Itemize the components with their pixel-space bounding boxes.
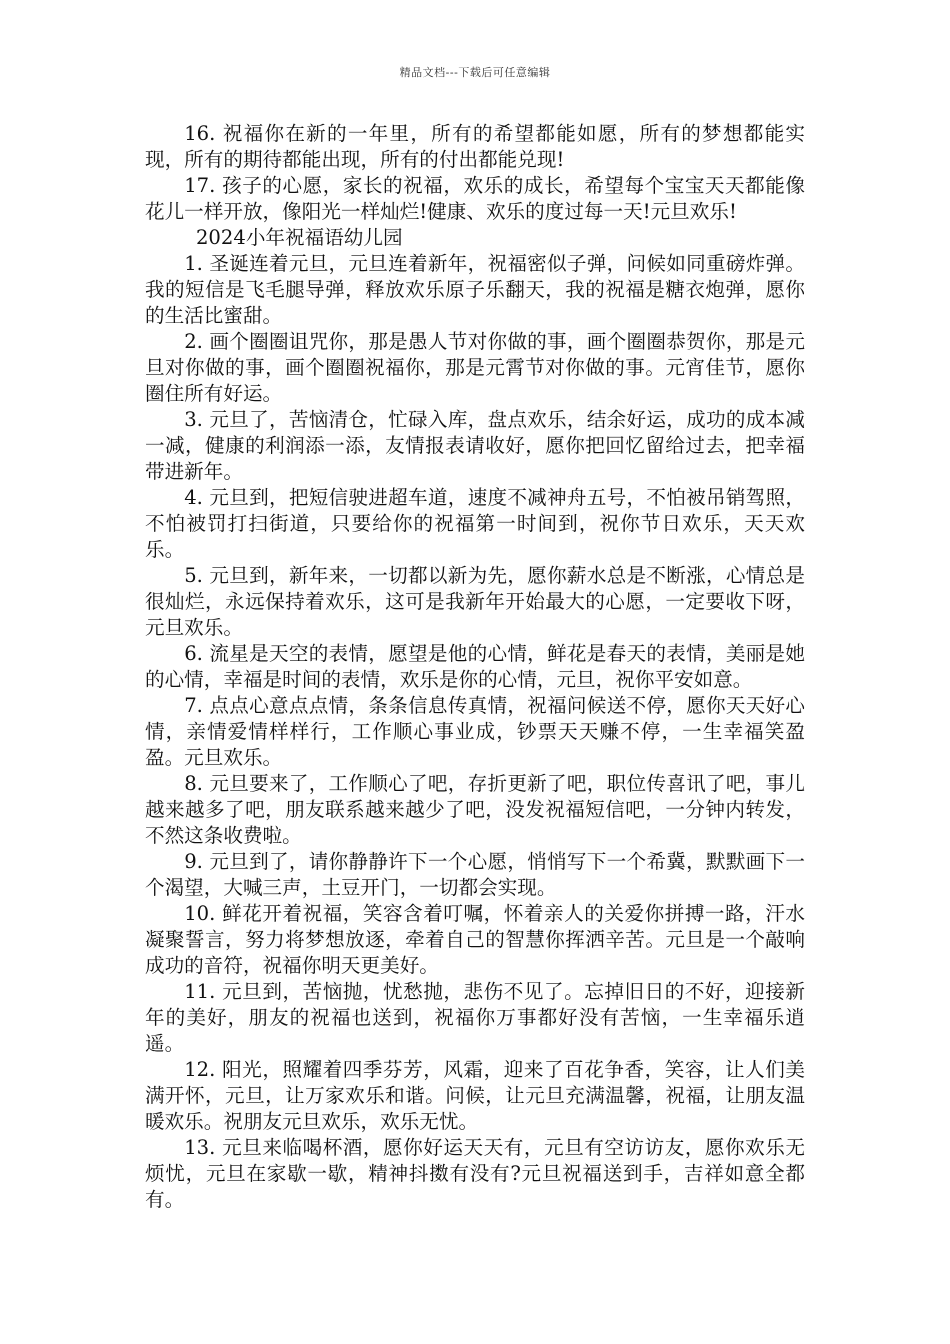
paragraph-8: 8. 元旦要来了，工作顺心了吧，存折更新了吧，职位传喜讯了吧，事儿越来越多了吧，朋友联系越来越少了吧，没发祝福短信吧，一分钟内转发，不然这条收费啦。: [145, 772, 805, 847]
paragraph-5: 5. 元旦到，新年来，一切都以新为先，愿你薪水总是不断涨，心情总是很灿烂，永远保持着欢乐，这可是我新年开始最大的心愿，一定要收下呀，元旦欢乐。: [145, 564, 805, 639]
paragraph-9: 9. 元旦到了，请你静静许下一个心愿，悄悄写下一个希冀，默默画下一个渴望，大喊三声，土豆开门，一切都会实现。: [145, 850, 805, 899]
paragraph-12: 12. 阳光，照耀着四季芬芳，风霜，迎来了百花争香，笑容，让人们美满开怀，元旦，让万家欢乐和谐。问候，让元旦充满温馨，祝福，让朋友温暖欢乐。祝朋友元旦欢乐，欢乐无忧。: [145, 1058, 805, 1133]
paragraph-17: 17. 孩子的心愿，家长的祝福，欢乐的成长，希望每个宝宝天天都能像花儿一样开放，像阳光一样灿烂!健康、欢乐的度过每一天!元旦欢乐!: [145, 174, 805, 223]
paragraph-16: 16. 祝福你在新的一年里，所有的希望都能如愿，所有的梦想都能实现，所有的期待都能出现，所有的付出都能兑现!: [145, 122, 805, 171]
paragraph-10: 10. 鲜花开着祝福，笑容含着叮嘱，怀着亲人的关爱你拼搏一路，汗水凝聚誓言，努力将梦想放逐，牵着自己的智慧你挥洒辛苦。元旦是一个敲响成功的音符，祝福你明天更美好。: [145, 902, 805, 977]
paragraph-11: 11. 元旦到，苦恼抛，忧愁抛，悲伤不见了。忘掉旧日的不好，迎接新年的美好，朋友的祝福也送到，祝福你万事都好没有苦恼，一生幸福乐逍遥。: [145, 980, 805, 1055]
paragraph-4: 4. 元旦到，把短信驶进超车道，速度不减神舟五号，不怕被吊销驾照，不怕被罚打扫街道，只要给你的祝福第一时间到，祝你节日欢乐，天天欢乐。: [145, 486, 805, 561]
section-title: 2024小年祝福语幼儿园: [195, 226, 403, 249]
page-header: 精品文档---下载后可任意编辑: [399, 66, 551, 79]
paragraph-7: 7. 点点心意点点情，条条信息传真情，祝福问候送不停，愿你天天好心情，亲情爱情样样行，工作顺心事业成，钞票天天赚不停，一生幸福笑盈盈。元旦欢乐。: [145, 694, 805, 769]
document-body: [145, 121, 805, 1213]
paragraph-6: 6. 流星是天空的表情，愿望是他的心情，鲜花是春天的表情，美丽是她的心情，幸福是时间的表情，欢乐是你的心情，元旦，祝你平安如意。: [145, 642, 805, 691]
paragraph-1: 1. 圣诞连着元旦，元旦连着新年，祝福密似子弹，问候如同重磅炸弹。我的短信是飞毛腿导弹，释放欢乐原子乐翻天，我的祝福是糖衣炮弹，愿你的生活比蜜甜。: [145, 252, 805, 327]
paragraph-3: 3. 元旦了，苦恼清仓，忙碌入库，盘点欢乐，结余好运，成功的成本减一减，健康的利润添一添，友情报表请收好，愿你把回忆留给过去，把幸福带进新年。: [145, 408, 805, 483]
paragraph-13: 13. 元旦来临喝杯酒，愿你好运天天有，元旦有空访访友，愿你欢乐无烦忧，元旦在家歇一歇，精神抖擞有没有?元旦祝福送到手，吉祥如意全都有。: [145, 1136, 805, 1211]
paragraph-2: 2. 画个圈圈诅咒你，那是愚人节对你做的事，画个圈圈恭贺你，那是元旦对你做的事，画个圈圈祝福你，那是元霄节对你做的事。元宵佳节，愿你圈住所有好运。: [145, 330, 805, 405]
